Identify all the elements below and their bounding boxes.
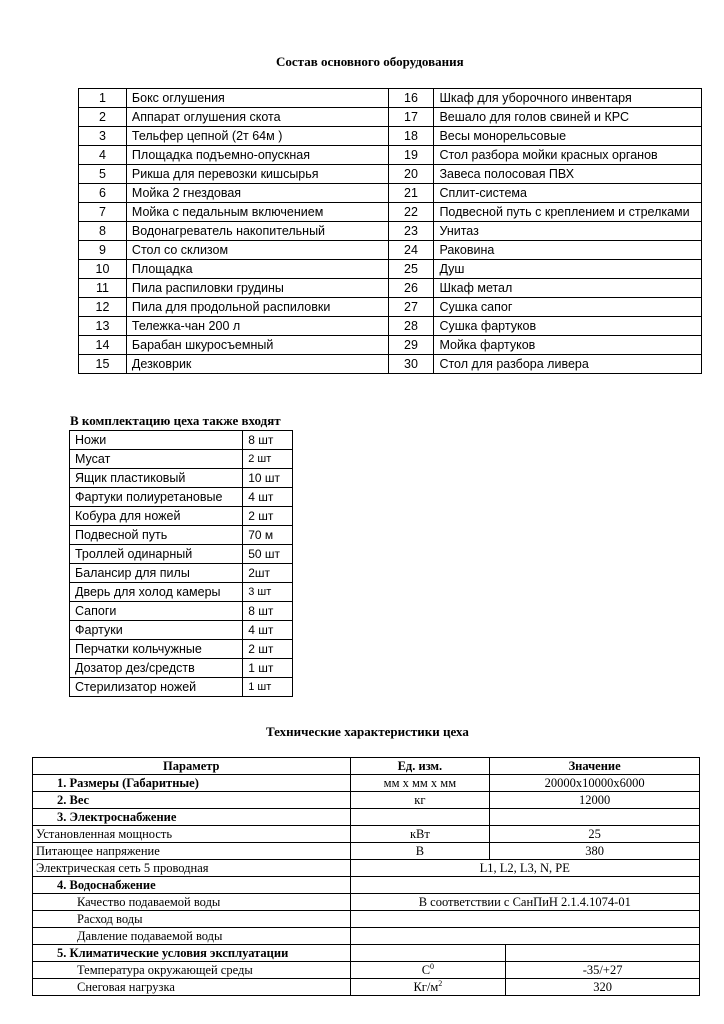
kit-table: [69, 430, 293, 697]
equipment-number: 22: [388, 203, 434, 222]
kit-item-name: Дозатор дез/средств: [70, 659, 243, 678]
spec-value: 12000: [490, 792, 700, 809]
kit-item-name: Троллей одинарный: [70, 545, 243, 564]
kit-item-qty: 8 шт: [243, 602, 293, 621]
equipment-item: Весы монорельсовые: [434, 127, 702, 146]
spec-section-label: 4. Водоснабжение: [33, 877, 351, 894]
equipment-item: Подвесной путь с креплением и стрелками: [434, 203, 702, 222]
equipment-number: 12: [79, 298, 127, 317]
equipment-number: 28: [388, 317, 434, 336]
equipment-item: Сплит-система: [434, 184, 702, 203]
equipment-row: [79, 108, 702, 127]
spec-row-dimensions: [33, 775, 700, 792]
equipment-row: [79, 355, 702, 374]
spec-label: Давление подаваемой воды: [33, 928, 351, 945]
equipment-number: 14: [79, 336, 127, 355]
equipment-number: 5: [79, 165, 127, 184]
equipment-number: 10: [79, 260, 127, 279]
equipment-number: 4: [79, 146, 127, 165]
kit-row: [70, 431, 293, 450]
spec-unit: В: [350, 843, 490, 860]
equipment-item: Раковина: [434, 241, 702, 260]
kit-item-qty: 50 шт: [243, 545, 293, 564]
kit-item-name: Кобура для ножей: [70, 507, 243, 526]
equipment-item: Дезковрик: [126, 355, 388, 374]
spec-value: В соответствии с СанПиН 2.1.4.1074-01: [350, 894, 699, 911]
spec-row-snow-load: [33, 979, 700, 996]
equipment-number: 29: [388, 336, 434, 355]
equipment-row: [79, 260, 702, 279]
equipment-number: 19: [388, 146, 434, 165]
equipment-item: Шкаф метал: [434, 279, 702, 298]
kit-row: [70, 659, 293, 678]
spec-section-power: [33, 809, 700, 826]
kit-item-qty: 4 шт: [243, 488, 293, 507]
equipment-number: 30: [388, 355, 434, 374]
equipment-number: 26: [388, 279, 434, 298]
specs-header-row: [33, 758, 700, 775]
equipment-row: [79, 336, 702, 355]
kit-item-name: Фартуки: [70, 621, 243, 640]
equipment-item: Аппарат оглушения скота: [126, 108, 388, 127]
kit-item-name: Балансир для пилы: [70, 564, 243, 583]
header-param: Параметр: [33, 758, 351, 775]
equipment-item: Площадка: [126, 260, 388, 279]
spec-row-weight: [33, 792, 700, 809]
spec-label: Температура окружающей среды: [33, 962, 351, 979]
spec-value: -35/+27: [506, 962, 700, 979]
equipment-number: 1: [79, 89, 127, 108]
equipment-item: Стол со склизом: [126, 241, 388, 260]
spec-unit: $Кг/м^2$: [350, 979, 506, 996]
equipment-row: [79, 146, 702, 165]
equipment-row: [79, 184, 702, 203]
equipment-title: Состав основного оборудования: [276, 54, 464, 69]
spec-value: 25: [490, 826, 700, 843]
equipment-row: [79, 89, 702, 108]
equipment-number: 9: [79, 241, 127, 260]
kit-item-name: Мусат: [70, 450, 243, 469]
equipment-number: 17: [388, 108, 434, 127]
kit-item-qty: 4 шт: [243, 621, 293, 640]
spec-unit: кВт: [350, 826, 490, 843]
spec-value: 20000х10000х6000: [490, 775, 700, 792]
spec-section-climate: [33, 945, 700, 962]
equipment-item: Душ: [434, 260, 702, 279]
spec-label: Качество подаваемой воды: [33, 894, 351, 911]
kit-item-name: Подвесной путь: [70, 526, 243, 545]
kit-item-qty: 10 шт: [243, 469, 293, 488]
equipment-number: 25: [388, 260, 434, 279]
equipment-table: [78, 88, 702, 374]
equipment-item: Унитаз: [434, 222, 702, 241]
equipment-row: [79, 203, 702, 222]
equipment-row: [79, 241, 702, 260]
kit-title: В комплектацию цеха также входят: [70, 413, 281, 428]
equipment-item: Сушка фартуков: [434, 317, 702, 336]
spec-unit: мм х мм х мм: [350, 775, 490, 792]
spec-row-installed-power: [33, 826, 700, 843]
equipment-number: 21: [388, 184, 434, 203]
equipment-item: Стол для разбора ливера: [434, 355, 702, 374]
equipment-item: Тележка-чан 200 л: [126, 317, 388, 336]
spec-row-voltage: [33, 843, 700, 860]
spec-label: Питающее напряжение: [33, 843, 351, 860]
equipment-number: 27: [388, 298, 434, 317]
kit-row: [70, 507, 293, 526]
equipment-item: Шкаф для уборочного инвентаря: [434, 89, 702, 108]
spec-section-label: 5. Климатические условия эксплуатации: [33, 945, 351, 962]
kit-row: [70, 450, 293, 469]
equipment-number: 23: [388, 222, 434, 241]
spec-unit: $С^0$: [350, 962, 506, 979]
spec-value: 380: [490, 843, 700, 860]
equipment-item: Стол разбора мойки красных органов: [434, 146, 702, 165]
kit-row: [70, 602, 293, 621]
equipment-number: 7: [79, 203, 127, 222]
spec-label: Расход воды: [33, 911, 351, 928]
equipment-item: Завеса полосовая ПВХ: [434, 165, 702, 184]
kit-row: [70, 545, 293, 564]
spec-label: Установленная мощность: [33, 826, 351, 843]
equipment-item: Барабан шкуросъемный: [126, 336, 388, 355]
kit-item-qty: 2 шт: [243, 450, 293, 469]
equipment-row: [79, 165, 702, 184]
kit-row: [70, 564, 293, 583]
equipment-number: 11: [79, 279, 127, 298]
spec-label: Электрическая сеть 5 проводная: [33, 860, 351, 877]
equipment-item: Мойка с педальным включением: [126, 203, 388, 222]
equipment-item: Вешало для голов свиней и КРС: [434, 108, 702, 127]
equipment-number: 24: [388, 241, 434, 260]
kit-item-qty: 1 шт: [243, 659, 293, 678]
kit-row: [70, 526, 293, 545]
equipment-row: [79, 298, 702, 317]
equipment-number: 16: [388, 89, 434, 108]
equipment-item: Пила для продольной распиловки: [126, 298, 388, 317]
spec-section-water: [33, 877, 700, 894]
equipment-item: Рикша для перевозки кишсырья: [126, 165, 388, 184]
equipment-number: 13: [79, 317, 127, 336]
kit-item-name: Дверь для холод камеры: [70, 583, 243, 602]
equipment-item: Мойка фартуков: [434, 336, 702, 355]
header-value: Значение: [490, 758, 700, 775]
equipment-number: 6: [79, 184, 127, 203]
equipment-number: 8: [79, 222, 127, 241]
kit-item-qty: 70 м: [243, 526, 293, 545]
equipment-item: Водонагреватель накопительный: [126, 222, 388, 241]
spec-value: 320: [506, 979, 700, 996]
kit-item-name: Ножи: [70, 431, 243, 450]
specs-table: [32, 757, 700, 996]
spec-label: 1. Размеры (Габаритные): [33, 775, 351, 792]
kit-item-name: Фартуки полиуретановые: [70, 488, 243, 507]
kit-item-qty: 2 шт: [243, 507, 293, 526]
equipment-item: Тельфер цепной (2т 64м ): [126, 127, 388, 146]
equipment-item: Сушка сапог: [434, 298, 702, 317]
kit-item-name: Перчатки кольчужные: [70, 640, 243, 659]
kit-row: [70, 640, 293, 659]
equipment-number: 2: [79, 108, 127, 127]
kit-item-qty: 2 шт: [243, 640, 293, 659]
spec-row-water-pressure: [33, 928, 700, 945]
spec-section-label: 3. Электроснабжение: [33, 809, 351, 826]
kit-item-name: Ящик пластиковый: [70, 469, 243, 488]
kit-item-qty: 1 шт: [243, 678, 293, 697]
spec-label: Снеговая нагрузка: [33, 979, 351, 996]
equipment-item: Площадка подъемно-опускная: [126, 146, 388, 165]
kit-row: [70, 678, 293, 697]
equipment-number: 3: [79, 127, 127, 146]
spec-row-network: [33, 860, 700, 877]
spec-unit: кг: [350, 792, 490, 809]
kit-row: [70, 621, 293, 640]
equipment-item: Пила распиловки грудины: [126, 279, 388, 298]
kit-item-name: Сапоги: [70, 602, 243, 621]
equipment-item: Мойка 2 гнездовая: [126, 184, 388, 203]
header-unit: Ед. изм.: [350, 758, 490, 775]
spec-row-ambient-temp: [33, 962, 700, 979]
kit-item-name: Стерилизатор ножей: [70, 678, 243, 697]
spec-row-water-quality: [33, 894, 700, 911]
kit-row: [70, 488, 293, 507]
equipment-number: 18: [388, 127, 434, 146]
equipment-row: [79, 279, 702, 298]
equipment-row: [79, 222, 702, 241]
spec-label: 2. Вес: [33, 792, 351, 809]
kit-item-qty: 2шт: [243, 564, 293, 583]
spec-value: L1, L2, L3, N, PE: [350, 860, 699, 877]
equipment-number: 20: [388, 165, 434, 184]
spec-row-water-flow: [33, 911, 700, 928]
specs-title: Технические характеристики цеха: [266, 724, 469, 739]
equipment-number: 15: [79, 355, 127, 374]
kit-item-qty: 3 шт: [243, 583, 293, 602]
kit-row: [70, 583, 293, 602]
equipment-item: Бокс оглушения: [126, 89, 388, 108]
equipment-row: [79, 127, 702, 146]
equipment-row: [79, 317, 702, 336]
kit-item-qty: 8 шт: [243, 431, 293, 450]
kit-row: [70, 469, 293, 488]
